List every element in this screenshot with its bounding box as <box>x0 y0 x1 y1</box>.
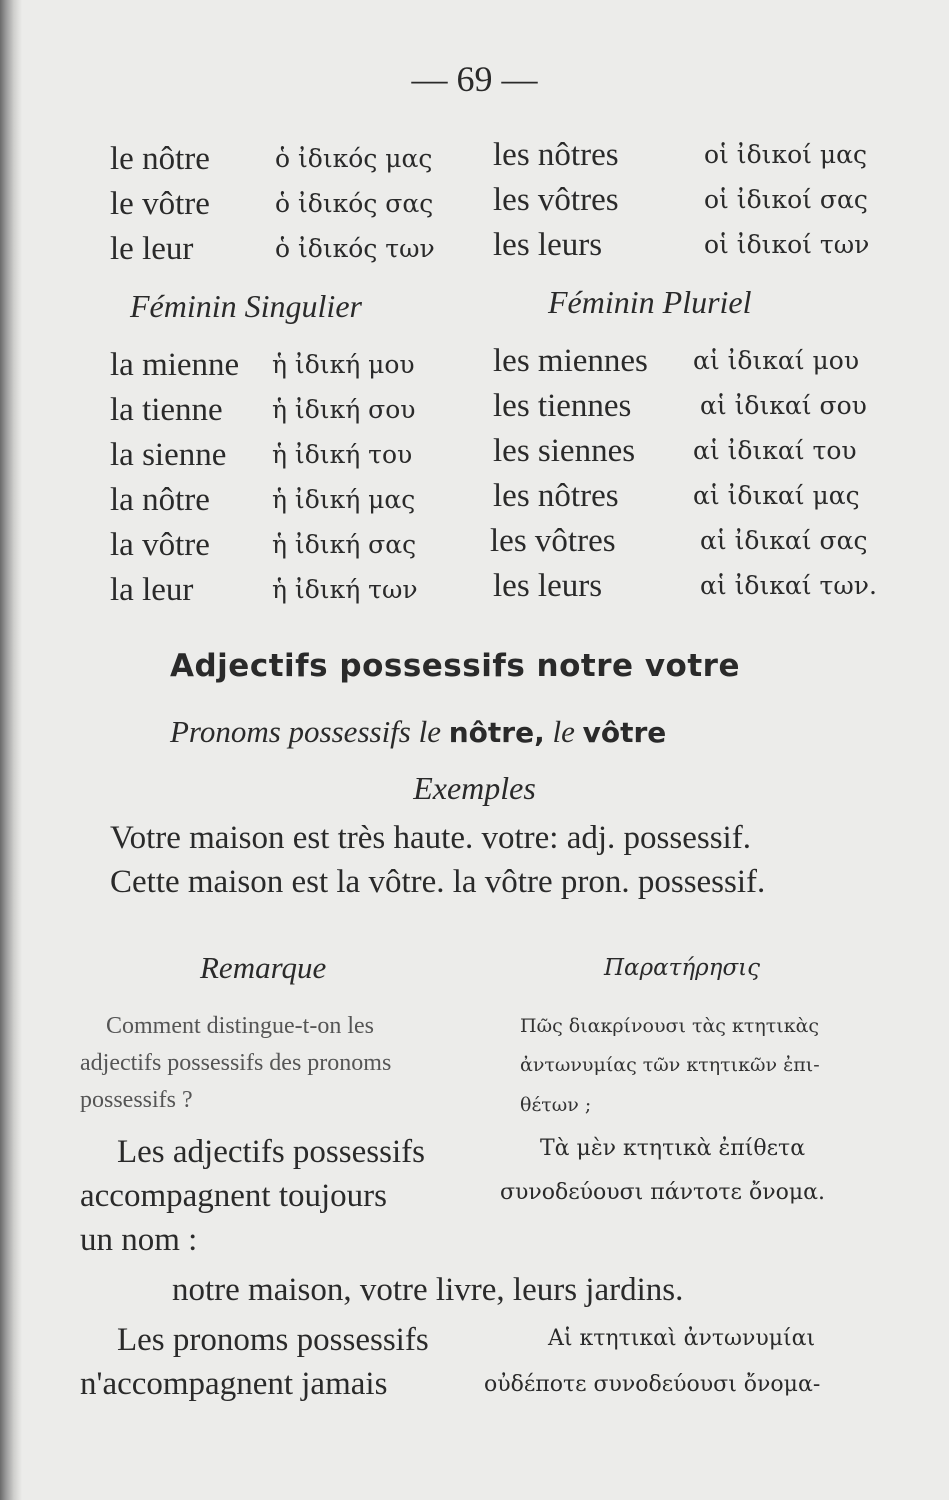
table-row-gr2: οἱ ἰδικοί μας <box>704 140 868 169</box>
table-row-fr2: les vôtres <box>493 182 619 218</box>
table-row-fr1: la vôtre <box>110 527 210 563</box>
table-row-gr2: αἱ ἰδικαί μας <box>693 481 860 510</box>
table-row-gr1: ἡ ἰδική των <box>272 575 418 604</box>
table-row-gr1: ὁ ἰδικός μας <box>275 144 433 173</box>
question-fr-line: adjectifs possessifs des pronoms <box>80 1050 392 1076</box>
example-line: notre maison, votre livre, leurs jardins. <box>172 1272 684 1308</box>
table-row-gr1: ἡ ἰδική μας <box>272 485 416 514</box>
table-row-gr1: ἡ ἰδική μου <box>272 350 415 379</box>
question-gr-line: θέτων ; <box>520 1094 592 1116</box>
remark-label-gr: Παρατήρησις <box>604 955 761 981</box>
page-binding-edge <box>0 0 22 1500</box>
section-subtitle <box>170 714 666 750</box>
table-row-fr2: les miennes <box>493 343 648 379</box>
subtitle-le2: le <box>552 714 575 749</box>
example-sentence: Votre maison est très haute. votre: adj. possessif. <box>110 820 751 856</box>
subtitle-prefix: Pronoms possessifs <box>170 714 411 749</box>
feminine-singular-header: Féminin Singulier <box>130 288 362 324</box>
table-row-fr2: les tiennes <box>493 388 632 424</box>
answer1-fr-line: un nom : <box>80 1222 198 1258</box>
table-row-fr1: la nôtre <box>110 482 210 518</box>
question-gr-line: Πῶς διακρίνουσι τὰς κτητικὰς <box>520 1015 820 1037</box>
table-row-fr2: les nôtres <box>493 137 619 173</box>
subtitle-word1: nôtre, <box>448 716 545 749</box>
table-row-fr1: la sienne <box>110 437 227 473</box>
answer2-gr-line: οὐδέποτε συνοδεύουσι ὄνομα- <box>484 1372 821 1397</box>
table-row-fr2: les siennes <box>493 433 636 469</box>
remark-label-fr: Remarque <box>200 950 327 985</box>
table-row-fr2: les leurs <box>493 227 603 263</box>
table-row-gr1: ἡ ἰδική του <box>272 440 413 469</box>
table-row-gr1: ὁ ἰδικός των <box>275 234 435 263</box>
table-row-gr1: ὁ ἰδικός σας <box>275 189 434 218</box>
answer2-fr-line: n'accompagnent jamais <box>80 1366 388 1402</box>
question-fr-line: Comment distingue-t-on les <box>106 1013 374 1039</box>
question-gr-line: ἀντωνυμίας τῶν κτητικῶν ἐπι- <box>520 1054 820 1076</box>
table-row-fr2: les vôtres <box>490 523 616 559</box>
table-row-fr1: la tienne <box>110 392 223 428</box>
answer2-gr-line: Αἱ κτητικαὶ ἀντωνυμίαι <box>548 1326 816 1351</box>
subtitle-le1: le <box>418 714 441 749</box>
examples-label: Exemples <box>413 770 536 806</box>
answer2-fr-line: Les pronoms possessifs <box>117 1322 429 1358</box>
table-row-gr2: αἱ ἰδικαί σου <box>700 391 867 420</box>
table-row-gr2: αἱ ἰδικαί μου <box>693 346 860 375</box>
answer1-fr-line: accompagnent toujours <box>80 1178 387 1214</box>
question-fr-line: possessifs ? <box>80 1087 193 1113</box>
table-row-fr2: les nôtres <box>493 478 619 514</box>
table-row-gr2: αἱ ἰδικαί των. <box>700 571 877 600</box>
example-sentence: Cette maison est la vôtre. la vôtre pron. possessif. <box>110 864 766 900</box>
section-title: Adjectifs possessifs notre votre <box>170 648 740 684</box>
table-row-fr1: la mienne <box>110 347 240 383</box>
answer1-gr-line: συνοδεύουσι πάντοτε ὄνομα. <box>500 1180 825 1205</box>
table-row-fr2: les leurs <box>493 568 603 604</box>
page-number: — 69 — <box>411 59 538 99</box>
table-row-gr2: οἱ ἰδικοί σας <box>704 185 868 214</box>
table-row-gr2: αἱ ἰδικαί σας <box>700 526 868 555</box>
table-row-fr1: le nôtre <box>110 141 210 177</box>
table-row-gr2: οἱ ἰδικοί των <box>704 230 870 259</box>
answer1-gr-line: Τὰ μὲν κτητικὰ ἐπίθετα <box>540 1136 806 1161</box>
table-row-gr1: ἡ ἰδική σου <box>272 395 416 424</box>
subtitle-word2: vôtre <box>582 716 667 749</box>
table-row-gr1: ἡ ἰδική σας <box>272 530 417 559</box>
table-row-fr1: la leur <box>110 572 194 608</box>
answer1-fr-line: Les adjectifs possessifs <box>117 1134 425 1170</box>
table-row-gr2: αἱ ἰδικαί του <box>693 436 857 465</box>
table-row-fr1: le leur <box>110 231 194 267</box>
table-row-fr1: le vôtre <box>110 186 210 222</box>
feminine-plural-header: Féminin Pluriel <box>548 284 752 320</box>
